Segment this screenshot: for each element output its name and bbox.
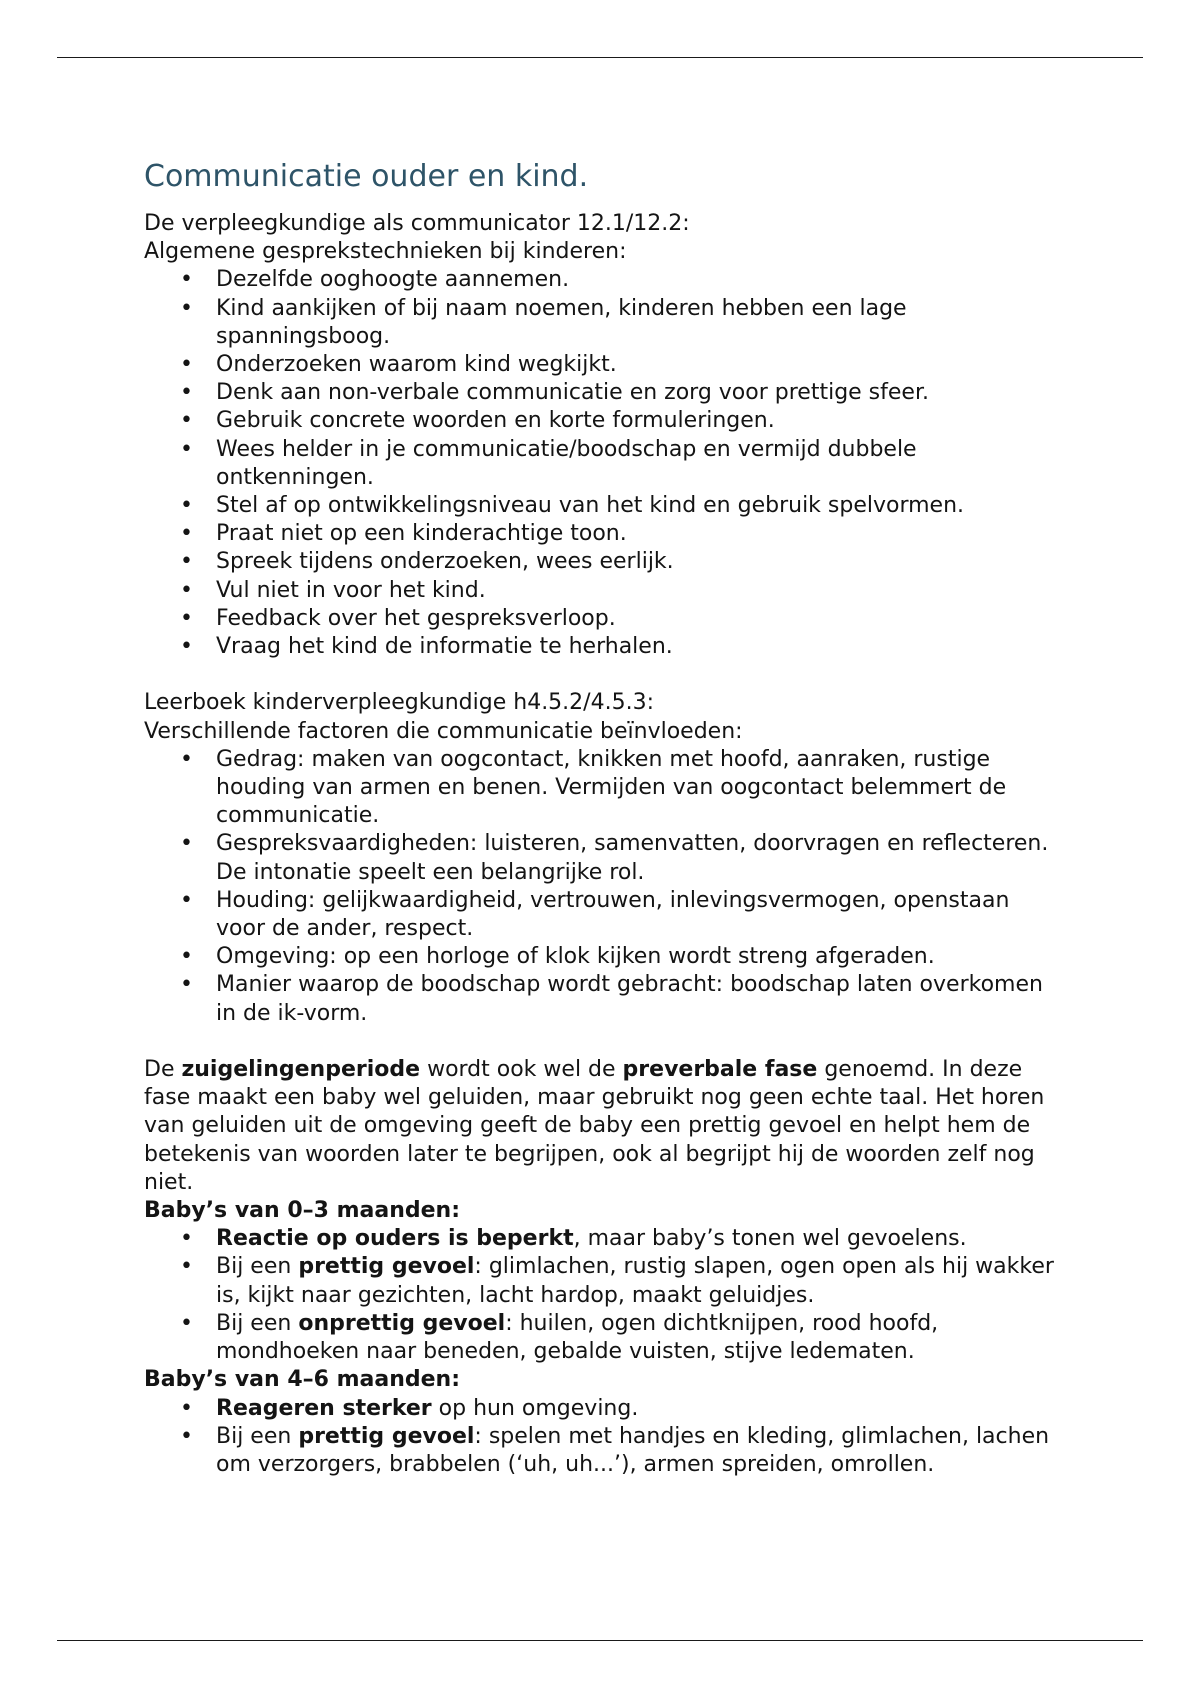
list-item: • Denk aan non-verbale communicatie en zorg voor prettige sfeer. <box>144 379 1064 407</box>
age-list-4-6 <box>144 1395 1064 1480</box>
section3-intro: De zuigelingenperiode wordt ook wel de preverbale fase genoemd. In deze fase maakt een baby wel geluiden, maar gebruikt nog geen echte taal. Het horen van geluiden uit de omgeving geeft de baby een prettig gevoel en helpt hem de betekenis van woorden later te begrijpen, ook al begrijpt hij de woorden zelf nog niet. <box>144 1057 1045 1195</box>
list-item: • Gebruik concrete woorden en korte formuleringen. <box>144 407 1064 435</box>
list-item: • Kind aankijken of bij naam noemen, kinderen hebben een lage spanningsboog. <box>144 295 1064 351</box>
section2-source: Leerboek kinderverpleegkundige h4.5.2/4.5.3: <box>144 690 654 716</box>
header-rule <box>57 57 1143 58</box>
list-item: • Omgeving: op een horloge of klok kijken wordt streng afgeraden. <box>144 943 1064 971</box>
bold-term: zuigelingenperiode <box>181 1057 421 1083</box>
spacer <box>144 1028 1064 1056</box>
list-item: • Reactie op ouders is beperkt, maar baby’s tonen wel gevoelens. <box>144 1225 1064 1253</box>
list-item: • Dezelfde ooghoogte aannemen. <box>144 266 1064 294</box>
list-item: • Wees helder in je communicatie/boodschap en vermijd dubbele ontkenningen. <box>144 436 1064 492</box>
age-heading-0-3: Baby’s van 0–3 maanden: <box>144 1198 461 1224</box>
list-item: • Bij een onprettig gevoel: huilen, ogen dichtknijpen, rood hoofd, mondhoeken naar beneden, gebalde vuisten, stijve ledematen. <box>144 1310 1064 1366</box>
list-item: • Manier waarop de boodschap wordt gebracht: boodschap laten overkomen in de ik-vorm. <box>144 971 1064 1027</box>
list-item: • Bij een prettig gevoel: spelen met handjes en kleding, glimlachen, lachen om verzorgers, brabbelen (‘uh, uh...’), armen spreiden, omrollen. <box>144 1423 1064 1479</box>
list-item: • Vul niet in voor het kind. <box>144 577 1064 605</box>
list-item: • Houding: gelijkwaardigheid, vertrouwen, inlevingsvermogen, openstaan voor de ander, respect. <box>144 887 1064 943</box>
section2-subtitle: Verschillende factoren die communicatie beïnvloeden: <box>144 718 743 744</box>
list-item: • Bij een prettig gevoel: glimlachen, rustig slapen, ogen open als hij wakker is, kijkt naar gezichten, lacht hardop, maakt geluidjes. <box>144 1253 1064 1309</box>
section2-list <box>144 746 1064 1028</box>
section1-subtitle: Algemene gesprekstechnieken bij kinderen: <box>144 239 627 265</box>
section1-list <box>144 266 1064 661</box>
document-body <box>144 156 1064 1479</box>
list-item: • Gedrag: maken van oogcontact, knikken met hoofd, aanraken, rustige houding van armen en benen. Vermijden van oogcontact belemmert de communicatie. <box>144 746 1064 831</box>
bold-term: preverbale fase <box>622 1057 818 1083</box>
footer-rule <box>57 1640 1143 1641</box>
list-item: • Stel af op ontwikkelingsniveau van het kind en gebruik spelvormen. <box>144 492 1064 520</box>
list-item: • Reageren sterker op hun omgeving. <box>144 1395 1064 1423</box>
list-item: • Vraag het kind de informatie te herhalen. <box>144 633 1064 661</box>
section1-source: De verpleegkundige als communicator 12.1/12.2: <box>144 211 690 236</box>
list-item: • Spreek tijdens onderzoeken, wees eerlijk. <box>144 548 1064 576</box>
spacer <box>144 661 1064 689</box>
age-list-0-3 <box>144 1225 1064 1366</box>
list-item: • Gespreksvaardigheden: luisteren, samenvatten, doorvragen en reflecteren. De intonatie speelt een belangrijke rol. <box>144 830 1064 886</box>
page-title: Communicatie ouder en kind. <box>144 159 589 194</box>
list-item: • Feedback over het gespreksverloop. <box>144 605 1064 633</box>
age-heading-4-6: Baby’s van 4–6 maanden: <box>144 1367 461 1393</box>
list-item: • Praat niet op een kinderachtige toon. <box>144 520 1064 548</box>
list-item: • Onderzoeken waarom kind wegkijkt. <box>144 351 1064 379</box>
